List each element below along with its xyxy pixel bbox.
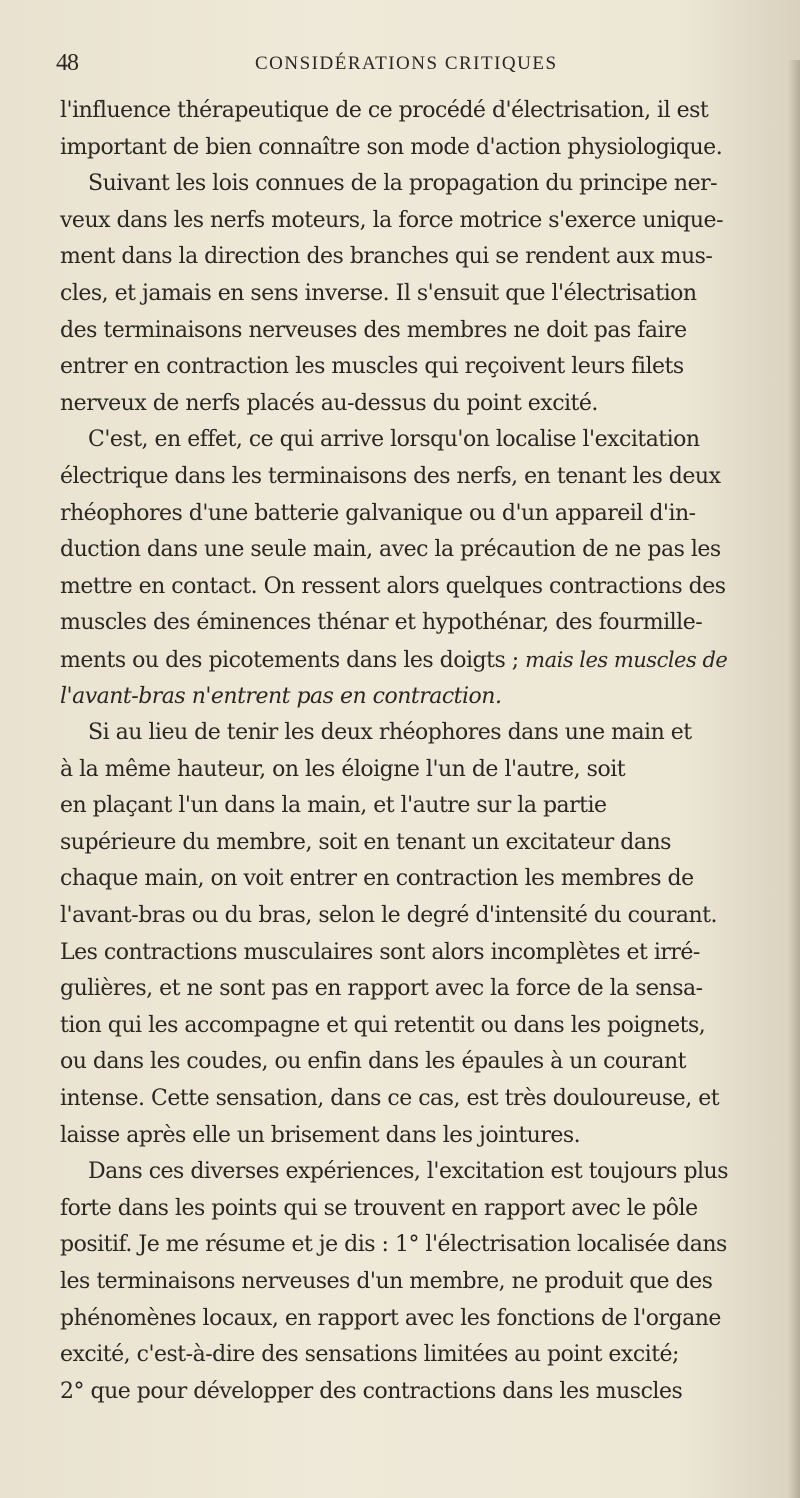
running-title: CONSIDÉRATIONS CRITIQUES <box>255 53 558 74</box>
text-line-mixed <box>60 642 792 679</box>
text-line: important de bien connaître son mode d'action physiologique. <box>60 134 723 160</box>
text-line: l'avant-bras ou du bras, selon le degré d'intensité du courant. <box>60 903 718 929</box>
paragraph-start-line: Suivant les lois connues de la propagation du principe ner- <box>88 171 718 197</box>
text-line: entrer en contraction les muscles qui reçoivent leurs filets <box>60 354 684 380</box>
text-line: nerveux de nerfs placés au-dessus du point excité. <box>60 390 598 416</box>
text-line: électrique dans les terminaisons des nerfs, en tenant les deux <box>60 463 721 489</box>
text-line: supérieure du membre, soit en tenant un excitateur dans <box>60 829 671 855</box>
text-line: 2° que pour développer des contractions dans les muscles <box>60 1378 683 1404</box>
page-number: 48 <box>56 50 78 76</box>
text-line: des terminaisons nerveuses des membres ne doit pas faire <box>60 317 687 343</box>
text-line: rhéophores d'une batterie galvanique ou d'un appareil d'in- <box>60 500 696 526</box>
text-line: mettre en contact. On ressent alors quelques contractions des <box>60 573 726 599</box>
text-line: muscles des éminences thénar et hypothénar, des fourmille- <box>60 610 703 636</box>
text-line: gulières, et ne sont pas en rapport avec la force de la sensa- <box>60 976 703 1002</box>
text-line: Les contractions musculaires sont alors incomplètes et irré- <box>60 939 700 965</box>
text-line: cles, et jamais en sens inverse. Il s'ensuit que l'électrisation <box>60 280 697 306</box>
text-line: les terminaisons nerveuses d'un membre, ne produit que des <box>60 1269 713 1294</box>
text-line: ou dans les coudes, ou enfin dans les épaules à un courant <box>60 1049 686 1075</box>
paragraph-start-line: Dans ces diverses expériences, l'excitation est toujours plus <box>88 1159 729 1185</box>
text-line: excité, c'est-à-dire des sensations limitées au point excité; <box>60 1342 679 1368</box>
text-line: forte dans les points qui se trouvent en rapport avec le pôle <box>60 1195 698 1221</box>
italic-text-line: l'avant-bras n'entrent pas en contraction. <box>60 683 502 709</box>
text-line: veux dans les nerfs moteurs, la force motrice s'exerce unique- <box>60 207 723 233</box>
text-line: intense. Cette sensation, dans ce cas, est très douloureuse, et <box>60 1086 720 1112</box>
text-line: à la même hauteur, on les éloigne l'un de l'autre, soit <box>60 756 626 782</box>
text-line: laisse après elle un brisement dans les jointures. <box>60 1122 581 1148</box>
text-line: chaque main, on voit entrer en contraction les membres de <box>60 866 694 892</box>
italic-text-segment: mais les muscles de <box>525 647 728 672</box>
text-line: ment dans la direction des branches qui se rendent aux mus- <box>60 244 713 270</box>
text-line: phénomènes locaux, en rapport avec les fonctions de l'organe <box>60 1305 721 1331</box>
running-head <box>0 50 800 84</box>
text-segment: ments ou des picotements dans les doigts ; <box>60 647 519 673</box>
paragraph-start-line: Si au lieu de tenir les deux rhéophores dans une main et <box>88 720 692 746</box>
text-line: en plaçant l'un dans la main, et l'autre sur la partie <box>60 793 607 819</box>
text-line: positif. Je me résume et je dis : 1° l'électrisation localisée dans <box>60 1232 727 1258</box>
text-line: l'influence thérapeutique de ce procédé d'électrisation, il est <box>60 98 709 123</box>
paragraph-start-line: C'est, en effet, ce qui arrive lorsqu'on localise l'excitation <box>88 427 700 453</box>
body-text <box>60 93 792 1410</box>
text-line: duction dans une seule main, avec la précaution de ne pas les <box>60 537 721 563</box>
text-line: tion qui les accompagne et qui retentit ou dans les poignets, <box>60 1012 706 1038</box>
